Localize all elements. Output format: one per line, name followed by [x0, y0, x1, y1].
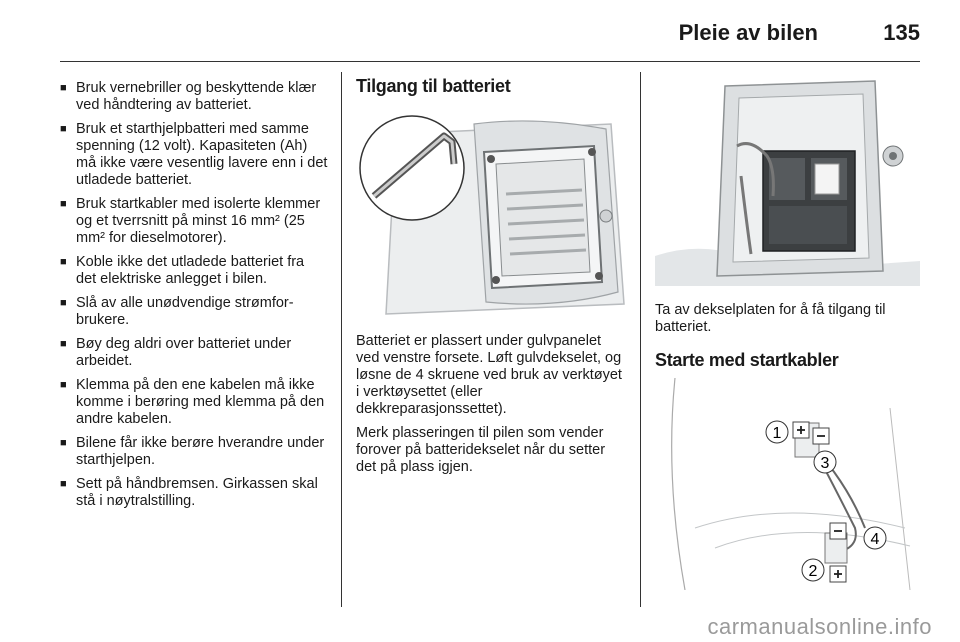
paragraph: Ta av dekselplaten for å få tilgang til batteriet.: [655, 302, 886, 335]
callout-1: [766, 421, 788, 443]
plus-terminal-icon: [793, 422, 809, 438]
battery-cover-plate: [484, 146, 603, 288]
battery-access-text: [356, 333, 626, 483]
jump-start-heading: Starte med startkabler: [655, 350, 839, 370]
bullet-item: ■ Sett på håndbremsen. Girkassen skal stå i nøytralstilling.: [60, 476, 328, 510]
battery-compartment-illustration: [655, 76, 920, 286]
bullet-item: ■ Bruk et starthjelpbatteri med samme spenning (12 volt). Kapasiteten (Ah) må ikke være vesentlig lavere enn i det utladede batteriet.: [60, 121, 328, 189]
bullet-item: ■ Bruk startkabler med isolerte klemmer og et tverrsnitt på minst 16 mm² (25 mm² for dieselmotorer).: [60, 196, 328, 247]
bullet-item: ■ Bruk vernebriller og beskyttende klær ved håndtering av batteriet.: [60, 80, 328, 114]
callout-4: [864, 527, 886, 549]
callout-2: [802, 559, 824, 581]
callout-label: 4: [870, 531, 880, 548]
battery-access-heading: Tilgang til batteriet: [356, 76, 511, 96]
paragraph: Merk plasseringen til pilen som vender forover på batteridekselet når du setter det på plass igjen.: [356, 425, 606, 475]
battery: [763, 151, 855, 251]
section-title: Pleie av bilen: [678, 20, 818, 45]
safety-bullet-list: [60, 80, 328, 510]
header-rule: [60, 61, 920, 62]
remove-cover-text: [655, 302, 920, 343]
bullet-item: ■ Bilene får ikke berøre hverandre under starthjelpen.: [60, 435, 328, 469]
callout-label: 1: [772, 425, 782, 442]
bullet-item: ■ Bøy deg aldri over batteriet under arbeidet.: [60, 336, 328, 370]
callout-label: 2: [808, 563, 818, 580]
plus-terminal-icon: [830, 566, 846, 582]
column-divider-1: [341, 72, 342, 607]
bullet-item: ■ Klemma på den ene kabelen må ikke komme i berøring med klemma på den andre kabelen.: [60, 377, 328, 428]
jump-start-diagram: [655, 378, 920, 590]
callout-3: [814, 451, 836, 473]
callout-label: 3: [820, 455, 830, 472]
paragraph: Batteriet er plassert under gulvpanelet ved venstre forsete. Løft gulvdekselet, og løsne de 4 skruene ved bruk av verktøyet i verktøysettet (eller dekkreparasjonssettet).: [356, 333, 622, 417]
bullet-item: ■ Slå av alle unødvendige strømforbrukere.: [60, 295, 328, 329]
column-divider-2: [640, 72, 641, 607]
watermark: carmanualsonline.info: [707, 614, 932, 639]
page-number: 135: [883, 20, 920, 45]
minus-terminal-icon: [830, 523, 846, 539]
battery-cover-illustration: [356, 104, 628, 318]
minus-terminal-icon: [813, 428, 829, 444]
safety-column: [60, 80, 328, 517]
bullet-item: ■ Koble ikke det utladede batteriet fra det elektriske anlegget i bilen.: [60, 254, 328, 288]
wrench-tool-inset: [360, 116, 464, 220]
